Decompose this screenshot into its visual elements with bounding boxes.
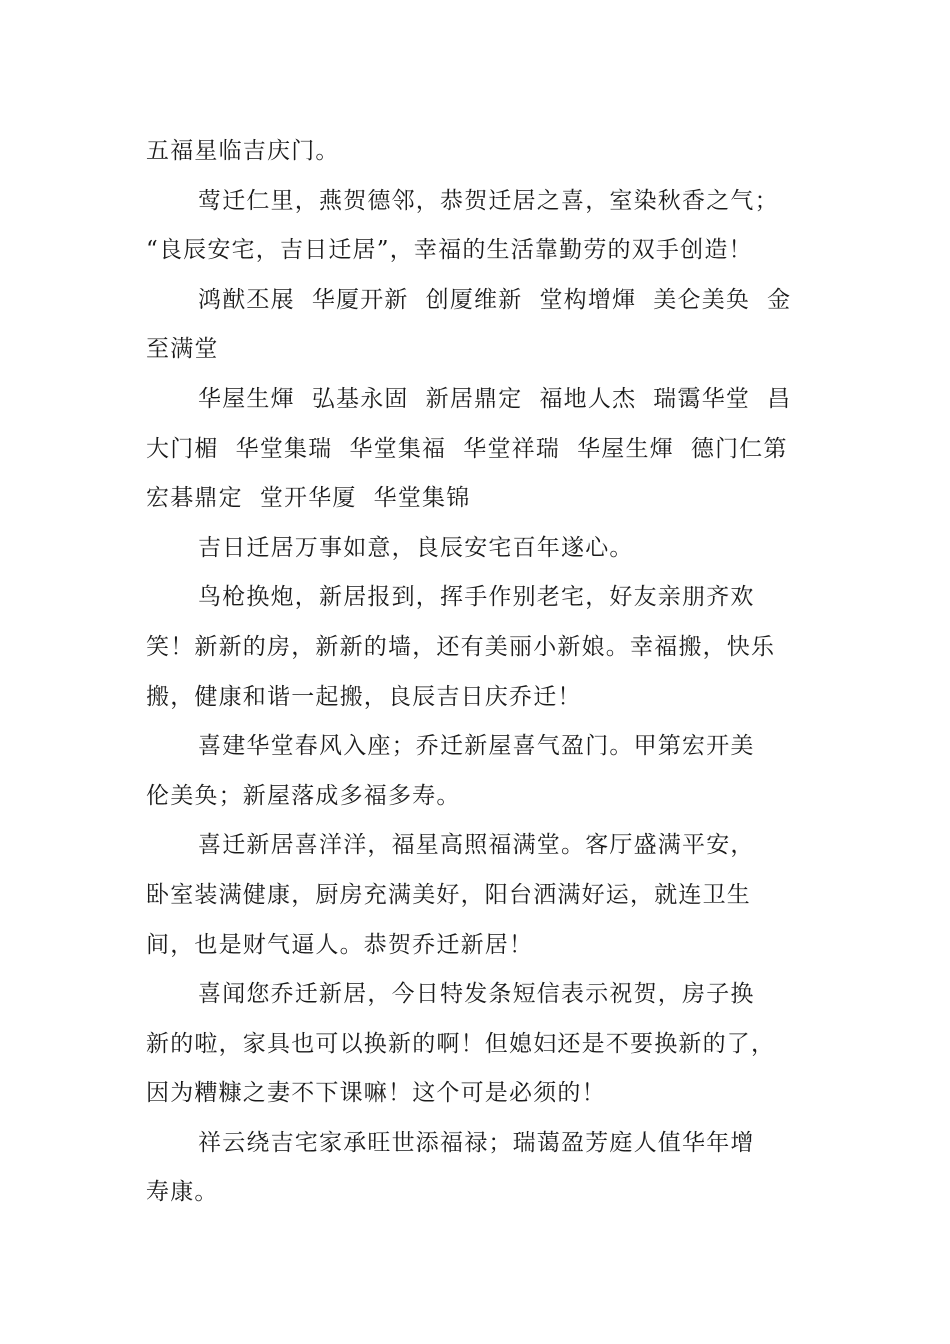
- text-line: [146, 375, 808, 425]
- text-line: 至满堂: [146, 336, 219, 363]
- text-line: [146, 970, 808, 1020]
- document-body: [146, 127, 808, 1218]
- paragraph-10: [146, 1119, 808, 1218]
- paragraph-4: [146, 375, 808, 524]
- text-line-content: 莺迁仁里，燕贺德邻，恭贺迁居之喜，室染秋香之气；: [198, 187, 779, 214]
- text-line-content: 喜迁新居喜洋洋，福星高照福满堂。客厅盛满平安，: [198, 832, 755, 859]
- paragraph-3: [146, 276, 808, 375]
- text-line-content: 华屋生煇 弘基永固 新居鼎定 福地人杰 瑞霭华堂 昌: [198, 385, 792, 412]
- text-line-content: 鸿猷丕展 华厦开新 创厦维新 堂构增煇 美仑美奂 金: [198, 286, 792, 313]
- text-line-content: 鸟枪换炮，新居报到，挥手作别老宅，好友亲朋齐欢: [198, 584, 755, 611]
- text-line: 卧室装满健康，厨房充满美好，阳台洒满好运，就连卫生: [146, 881, 751, 908]
- text-line: [146, 276, 808, 326]
- paragraph-8: [146, 821, 808, 970]
- text-line: 搬，健康和谐一起搬，良辰吉日庆乔迁！: [146, 683, 582, 710]
- text-line: 间，也是财气逼人。恭贺乔迁新居！: [146, 931, 534, 958]
- text-line-content: 吉日迁居万事如意，良辰安宅百年遂心。: [198, 534, 634, 561]
- text-line: 因为糟糠之妻不下课嘛！这个可是必须的！: [146, 1080, 606, 1107]
- paragraph-9: [146, 970, 808, 1119]
- paragraph-7: [146, 722, 808, 821]
- text-line: “良辰安宅，吉日迁居”，幸福的生活靠勤劳的双手创造！: [146, 237, 753, 264]
- text-line: [146, 573, 808, 623]
- text-line-content: 喜建华堂春风入座；乔迁新屋喜气盈门。甲第宏开美: [198, 733, 755, 760]
- paragraph-5: [146, 524, 808, 574]
- text-line: 大门楣 华堂集瑞 华堂集福 华堂祥瑞 华屋生煇 德门仁第: [146, 435, 788, 462]
- text-line: [146, 1119, 808, 1169]
- paragraph-1: [146, 127, 808, 177]
- paragraph-2: [146, 177, 808, 276]
- text-line: [146, 177, 808, 227]
- paragraph-6: [146, 573, 808, 722]
- text-line: 五福星临吉庆门。: [146, 138, 340, 164]
- text-line: [146, 722, 808, 772]
- text-line: 伦美奂；新屋落成多福多寿。: [146, 782, 461, 809]
- text-line: 寿康。: [146, 1179, 219, 1206]
- text-line: 新的啦，家具也可以换新的啊！但媳妇还是不要换新的了，: [146, 1030, 776, 1057]
- text-line: 宏碁鼎定 堂开华厦 华堂集锦: [146, 485, 471, 512]
- text-line: [146, 524, 808, 574]
- text-line-content: 喜闻您乔迁新居，今日特发条短信表示祝贺，房子换: [198, 981, 755, 1008]
- text-line: 笑！新新的房，新新的墙，还有美丽小新娘。幸福搬，快乐: [146, 633, 776, 660]
- text-line: [146, 821, 808, 871]
- text-line-content: 祥云绕吉宅家承旺世添福禄；瑞蔼盈芳庭人值华年增: [198, 1129, 755, 1156]
